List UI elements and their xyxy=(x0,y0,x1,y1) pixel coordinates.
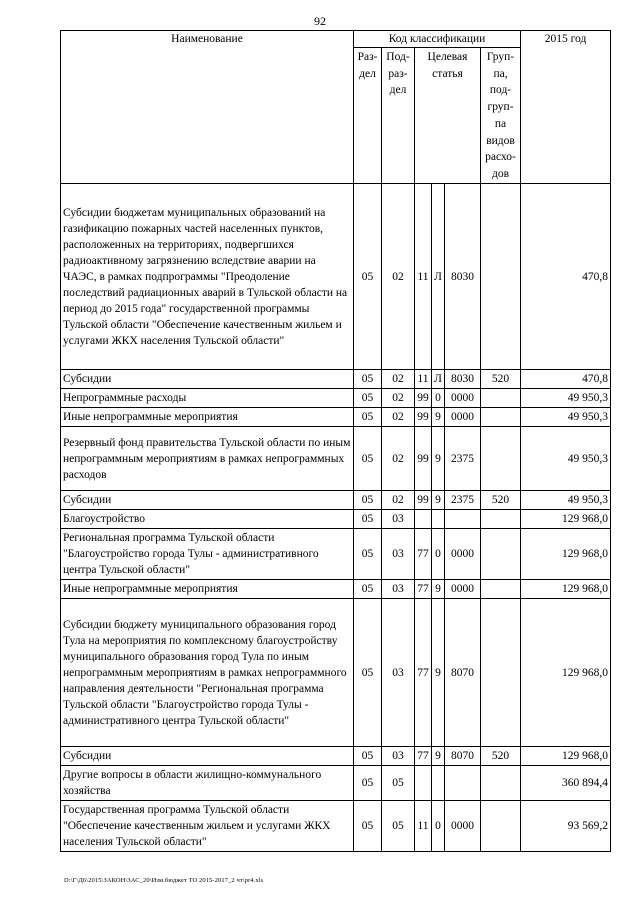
cell-name: Субсидии xyxy=(61,491,354,510)
cell-c2: Л xyxy=(432,184,445,370)
cell-vr: 520 xyxy=(481,747,521,766)
cell-c1: 99 xyxy=(415,389,432,408)
table-body xyxy=(61,184,611,852)
cell-vr xyxy=(481,427,521,491)
cell-c1: 99 xyxy=(415,408,432,427)
cell-c1: 99 xyxy=(415,427,432,491)
cell-name: Субсидии xyxy=(61,370,354,389)
cell-c2: 9 xyxy=(432,599,445,747)
cell-sum: 470,8 xyxy=(521,370,611,389)
cell-prz: 05 xyxy=(382,766,415,801)
cell-rz: 05 xyxy=(354,427,382,491)
cell-c3: 2375 xyxy=(445,491,481,510)
cell-c3: 8070 xyxy=(445,599,481,747)
cell-name: Благоустройство xyxy=(61,510,354,529)
cell-c2: 9 xyxy=(432,580,445,599)
cell-c2: 9 xyxy=(432,427,445,491)
cell-prz: 05 xyxy=(382,801,415,852)
cell-name: Субсидии xyxy=(61,747,354,766)
header-razdel: Раз- дел xyxy=(354,48,382,184)
cell-c3: 0000 xyxy=(445,529,481,580)
cell-sum: 129 968,0 xyxy=(521,580,611,599)
cell-sum: 49 950,3 xyxy=(521,389,611,408)
cell-name: Непрограммные расходы xyxy=(61,389,354,408)
cell-rz: 05 xyxy=(354,599,382,747)
cell-rz: 05 xyxy=(354,747,382,766)
cell-c2 xyxy=(432,766,445,801)
table-row xyxy=(61,510,611,529)
cell-c2: 9 xyxy=(432,408,445,427)
table-row xyxy=(61,766,611,801)
cell-c2: 9 xyxy=(432,491,445,510)
cell-c1: 11 xyxy=(415,370,432,389)
cell-c3: 0000 xyxy=(445,801,481,852)
cell-rz: 05 xyxy=(354,491,382,510)
cell-c2 xyxy=(432,510,445,529)
cell-rz: 05 xyxy=(354,184,382,370)
cell-sum: 49 950,3 xyxy=(521,408,611,427)
header-podrazdel: Под- раз- дел xyxy=(382,48,415,184)
cell-name: Иные непрограммные мероприятия xyxy=(61,580,354,599)
cell-vr xyxy=(481,408,521,427)
cell-prz: 02 xyxy=(382,427,415,491)
header-group: Груп- па, под- груп- па видов расхо- дов xyxy=(481,48,521,184)
cell-c1: 11 xyxy=(415,801,432,852)
table-row xyxy=(61,747,611,766)
cell-rz: 05 xyxy=(354,801,382,852)
cell-prz: 03 xyxy=(382,580,415,599)
cell-name: Другие вопросы в области жилищно-коммунального хозяйства xyxy=(61,766,354,801)
cell-prz: 03 xyxy=(382,529,415,580)
page-number: 92 xyxy=(314,14,326,28)
cell-sum: 360 894,4 xyxy=(521,766,611,801)
cell-c3: 0000 xyxy=(445,389,481,408)
cell-sum: 93 569,2 xyxy=(521,801,611,852)
cell-name: Субсидии бюджету муниципального образования город Тула на мероприятия по комплексному благоустройству муниципального образования город Тула по иным непрограммным мероприятиям в рамках непрограммного направления деятельности "Региональная программа Тульской области "Благоустройство города Тулы - административного центра Тульской области" xyxy=(61,599,354,747)
cell-name: Региональная программа Тульской области "Благоустройство города Тулы - административного центра Тульской области" xyxy=(61,529,354,580)
cell-c2: 0 xyxy=(432,529,445,580)
cell-c3: 0000 xyxy=(445,580,481,599)
cell-prz: 02 xyxy=(382,491,415,510)
table-row xyxy=(61,184,611,370)
cell-rz: 05 xyxy=(354,408,382,427)
cell-c1: 11 xyxy=(415,184,432,370)
cell-c2: 0 xyxy=(432,801,445,852)
table-row xyxy=(61,370,611,389)
file-path-footer: D:\Г\Д6\2015\ЗАКОН\ЗАС_20\Изм.бюджет ТО 2015-2017_2 чт\pr4.xls xyxy=(64,877,264,884)
cell-prz: 03 xyxy=(382,747,415,766)
header-year: 2015 год xyxy=(521,31,611,184)
cell-c1: 77 xyxy=(415,747,432,766)
cell-c2: 9 xyxy=(432,747,445,766)
cell-c3: 2375 xyxy=(445,427,481,491)
cell-sum: 49 950,3 xyxy=(521,491,611,510)
budget-table xyxy=(60,30,611,852)
cell-rz: 05 xyxy=(354,389,382,408)
cell-c1: 77 xyxy=(415,580,432,599)
cell-sum: 129 968,0 xyxy=(521,599,611,747)
cell-name: Государственная программа Тульской области "Обеспечение качественным жильем и услугами ЖКХ населения Тульской области" xyxy=(61,801,354,852)
table-row xyxy=(61,529,611,580)
cell-vr xyxy=(481,389,521,408)
cell-name: Субсидии бюджетам муниципальных образований на газификацию пожарных частей населенных пунктов, расположенных на территориях, подвергшихся радиоактивному загрязнению вследствие аварии на ЧАЭС, в рамках подпрограммы "Преодоление последствий радиационных аварий в Тульской области на период до 2015 года" государственной программы Тульской области "Обеспечение качественным жильем и услугами ЖКХ населения Тульской области" xyxy=(61,184,354,370)
cell-prz: 02 xyxy=(382,408,415,427)
table-row xyxy=(61,408,611,427)
cell-c1: 99 xyxy=(415,491,432,510)
header-code: Код классификации xyxy=(354,31,521,48)
cell-rz: 05 xyxy=(354,510,382,529)
header-target: Целевая статья xyxy=(415,48,481,184)
cell-c3 xyxy=(445,510,481,529)
cell-vr xyxy=(481,599,521,747)
table-row xyxy=(61,389,611,408)
cell-vr xyxy=(481,766,521,801)
table-row xyxy=(61,599,611,747)
cell-prz: 02 xyxy=(382,389,415,408)
cell-name: Иные непрограммные мероприятия xyxy=(61,408,354,427)
cell-rz: 05 xyxy=(354,529,382,580)
cell-prz: 03 xyxy=(382,599,415,747)
cell-rz: 05 xyxy=(354,766,382,801)
cell-rz: 05 xyxy=(354,370,382,389)
cell-vr xyxy=(481,184,521,370)
header-name: Наименование xyxy=(61,31,354,184)
cell-name: Резервный фонд правительства Тульской области по иным непрограммным мероприятиям в рамках непрограммных расходов xyxy=(61,427,354,491)
cell-sum: 129 968,0 xyxy=(521,510,611,529)
table-row xyxy=(61,427,611,491)
cell-c3: 8030 xyxy=(445,184,481,370)
cell-c1: 77 xyxy=(415,529,432,580)
cell-prz: 03 xyxy=(382,510,415,529)
table-row xyxy=(61,491,611,510)
cell-vr xyxy=(481,580,521,599)
cell-c3: 8070 xyxy=(445,747,481,766)
cell-c2: Л xyxy=(432,370,445,389)
cell-c1: 77 xyxy=(415,599,432,747)
cell-prz: 02 xyxy=(382,370,415,389)
cell-c1 xyxy=(415,510,432,529)
cell-c3: 8030 xyxy=(445,370,481,389)
cell-vr xyxy=(481,529,521,580)
cell-sum: 129 968,0 xyxy=(521,529,611,580)
cell-sum: 470,8 xyxy=(521,184,611,370)
cell-prz: 02 xyxy=(382,184,415,370)
cell-c1 xyxy=(415,766,432,801)
cell-vr: 520 xyxy=(481,491,521,510)
table-row xyxy=(61,801,611,852)
cell-sum: 129 968,0 xyxy=(521,747,611,766)
cell-sum: 49 950,3 xyxy=(521,427,611,491)
cell-c2: 0 xyxy=(432,389,445,408)
cell-rz: 05 xyxy=(354,580,382,599)
table-row xyxy=(61,580,611,599)
cell-c3: 0000 xyxy=(445,408,481,427)
cell-vr: 520 xyxy=(481,370,521,389)
cell-vr xyxy=(481,510,521,529)
cell-c3 xyxy=(445,766,481,801)
cell-vr xyxy=(481,801,521,852)
